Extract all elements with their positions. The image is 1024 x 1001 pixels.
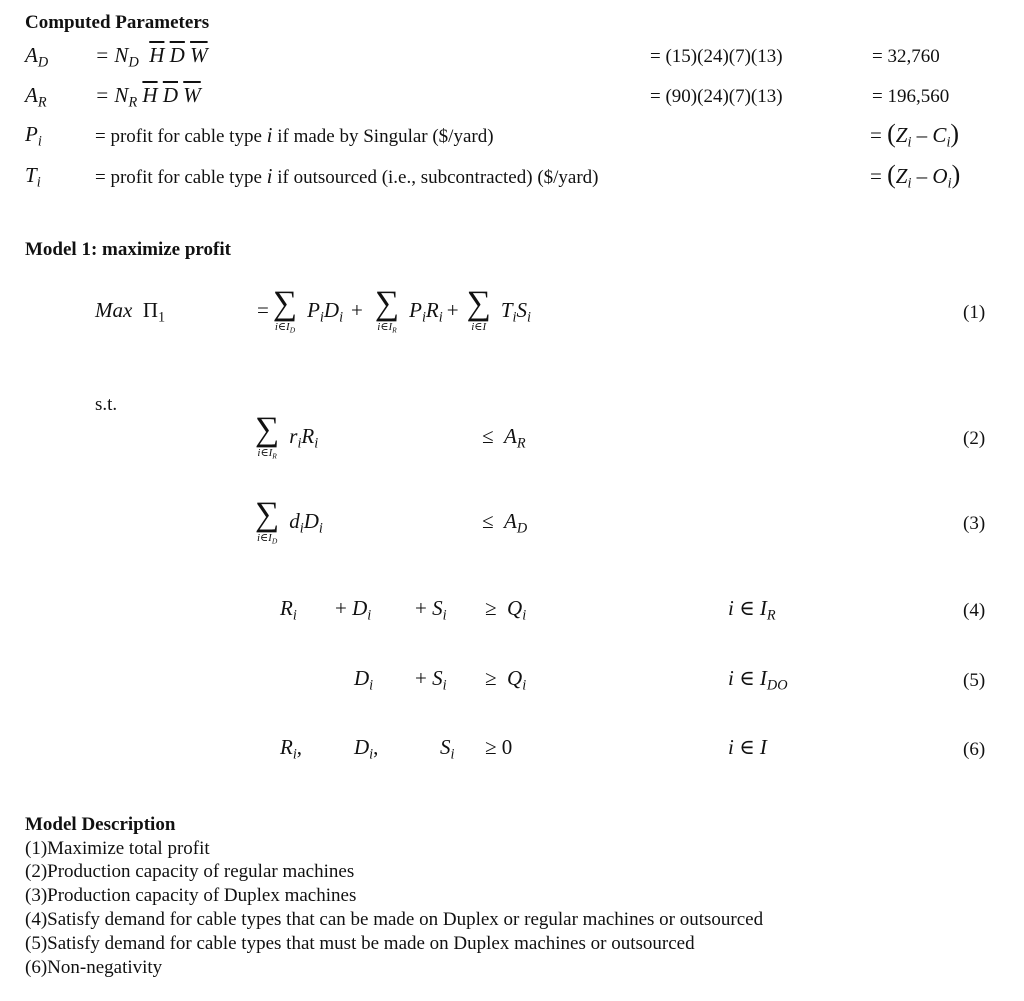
equation-number-5: (5) <box>963 670 986 691</box>
param-ti-result: = $(Z_i - O_i)$ <box>870 160 961 192</box>
param-ad-definition: = $N_D$ $\overline{H}$ $\overline{D}$ $\overline{W}$ <box>95 43 208 71</box>
constraint-5-domain: i ∈ $I_{DO}$ <box>728 666 788 694</box>
constraint-6-r: $R_i$, <box>280 735 303 763</box>
equation-number-3: (3) <box>963 513 986 534</box>
constraint-6-s: $S_i$ <box>440 735 455 763</box>
model-heading: Model 1: maximize profit <box>25 239 231 260</box>
constraint-5-d: $D_i$ <box>354 666 374 694</box>
constraint-5-s: + $S_i$ <box>415 666 447 694</box>
description-item-5: (5)Satisfy demand for cable types that must be made on Duplex machines or outsourced <box>25 933 695 954</box>
equation-number-1: (1) <box>963 302 986 323</box>
param-ar-result: = 196,560 <box>872 86 950 107</box>
equation-number-6: (6) <box>963 739 986 760</box>
equation-number-2: (2) <box>963 428 986 449</box>
constraint-6-domain: i ∈ I <box>728 735 767 759</box>
constraint-6-d: $D_i$, <box>354 735 379 763</box>
param-ti-symbol: $T_i$ <box>25 163 41 191</box>
model-description-heading: Model Description <box>25 814 176 835</box>
constraint-5-rhs: ≥ $Q_i$ <box>485 666 527 694</box>
param-pi-result: = $(Z_i - C_i)$ <box>870 119 960 151</box>
subject-to-label: s.t. <box>95 394 118 415</box>
param-ar-symbol: $A_R$ <box>25 83 47 111</box>
description-item-1: (1)Maximize total profit <box>25 838 210 859</box>
description-item-2: (2)Production capacity of regular machines <box>25 861 355 882</box>
param-ad-result: = 32,760 <box>872 46 940 67</box>
description-item-4: (4)Satisfy demand for cable types that can be made on Duplex or regular machines or outsourced <box>25 909 764 930</box>
constraint-4-r: $R_i$ <box>280 596 297 624</box>
constraint-4-domain: i ∈ $I_R$ <box>728 596 776 624</box>
constraint-6-rhs: ≥ 0 <box>485 735 513 759</box>
constraint-3-rhs: ≤ $A_D$ <box>482 509 528 537</box>
constraint-2-rhs: ≤ $A_R$ <box>482 424 526 452</box>
constraint-3-lhs: ∑ $i\in I_D$ $d_iD_i$ <box>255 496 323 545</box>
constraint-2-lhs: ∑ $i\in I_R$ $r_iR_i$ <box>255 411 319 460</box>
objective-max: Max $\Pi_1$ <box>95 298 166 326</box>
param-pi-symbol: $P_i$ <box>25 122 42 150</box>
constraint-4-rhs: ≥ $Q_i$ <box>485 596 527 624</box>
param-ad-symbol: $A_D$ <box>25 43 49 71</box>
constraint-4-s: + $S_i$ <box>415 596 447 624</box>
param-ar-definition: = $N_R$ $\overline{H}$ $\overline{D}$ $\overline{W}$ <box>95 83 201 111</box>
description-item-6: (6)Non-negativity <box>25 957 163 978</box>
param-ad-calc: = (15)(24)(7)(13) <box>650 46 783 67</box>
objective-expression: = ∑ $i\in I_D$ $P_iD_i$ + ∑ $i\in I_R$ $P_iR_i$ + ∑ i∈I $T_iS_i$ <box>257 285 531 334</box>
param-pi-definition: = profit for cable type i if made by Singular ($/yard) <box>95 123 494 147</box>
equation-number-4: (4) <box>963 600 986 621</box>
constraint-4-d: + $D_i$ <box>335 596 372 624</box>
param-ti-definition: = profit for cable type i if outsourced (i.e., subcontracted) ($/yard) <box>95 164 599 188</box>
description-item-3: (3)Production capacity of Duplex machines <box>25 885 357 906</box>
param-ar-calc: = (90)(24)(7)(13) <box>650 86 783 107</box>
computed-parameters-heading: Computed Parameters <box>25 12 210 33</box>
